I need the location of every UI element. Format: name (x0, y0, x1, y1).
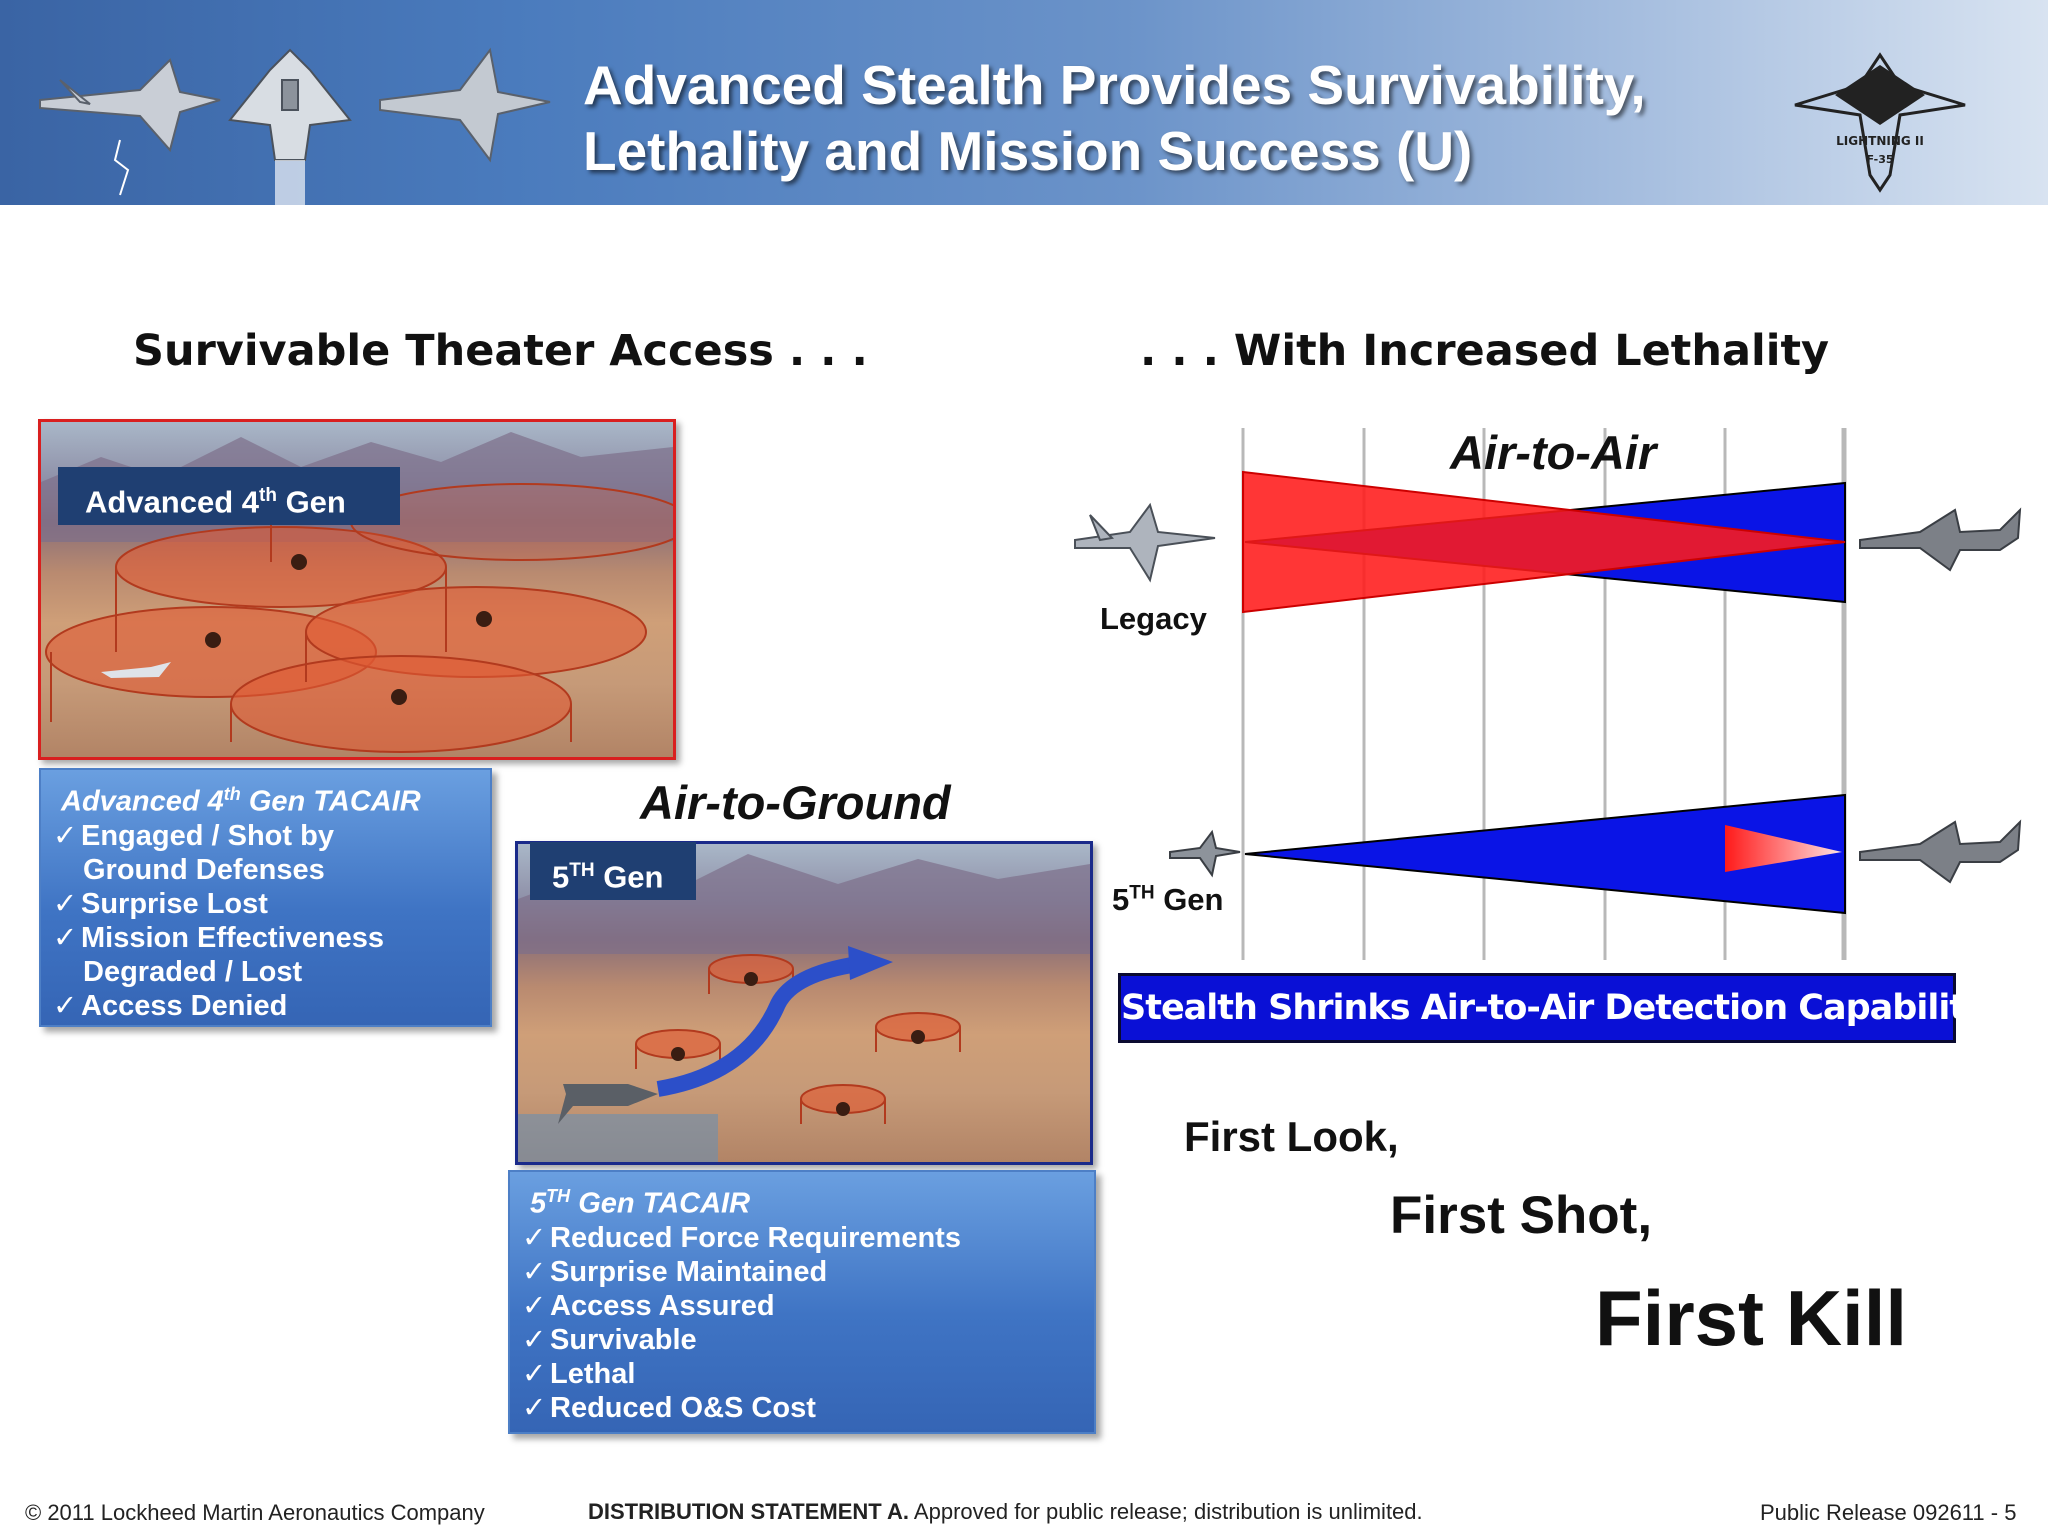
page-title (583, 52, 1733, 184)
first-shot-text: First Shot, (1390, 1186, 1653, 1245)
jet-formation-icon (20, 20, 560, 205)
checkmark-icon: ✓ (53, 989, 78, 1022)
list-item: ✓ Surprise Lost (53, 887, 268, 920)
checkmark-icon: ✓ (522, 1357, 547, 1390)
air-to-air-label: Air-to-Air (1450, 426, 1657, 479)
legacy-label: Legacy (1100, 601, 1207, 636)
page-title-line-1: Advanced Stealth Provides Survivability, (583, 54, 1646, 116)
list-item: ✓ Survivable (522, 1323, 697, 1356)
advanced-4th-gen-tacair-box (39, 768, 492, 1027)
list-item: ✓ Reduced Force Requirements (522, 1221, 961, 1254)
list-item: ✓ Reduced O&S Cost (522, 1391, 816, 1424)
footer-distribution-statement: DISTRIBUTION STATEMENT A. Approved for public release; distribution is unlimited. (588, 1499, 1423, 1524)
list-item: ✓ Lethal (522, 1357, 636, 1390)
checkmark-icon: ✓ (53, 921, 78, 954)
right-section-heading: . . . With Increased Lethality (1140, 326, 1830, 376)
checkmark-icon: ✓ (522, 1391, 547, 1424)
enemy-fighter-icon (1860, 822, 2020, 882)
logo-text-line-2: F-35 (1866, 153, 1894, 166)
checkmark-icon: ✓ (53, 887, 78, 920)
list-item: ✓ Mission Effectiveness Degraded / Lost (53, 921, 384, 988)
logo-text-line-1: LIGHTNING II (1836, 134, 1924, 148)
fifth-gen-label: 5TH Gen (1112, 882, 1224, 917)
enemy-fighter-icon (1860, 510, 2020, 570)
list-item: ✓ Access Denied (53, 989, 288, 1022)
first-look-text: First Look, (1184, 1113, 1399, 1160)
legacy-fighter-icon (1075, 505, 1215, 580)
footer-release-number: Public Release 092611 - 5 (1760, 1500, 2017, 1525)
air-to-ground-label: Air-to-Ground (640, 776, 951, 829)
first-kill-text: First Kill (1595, 1274, 1908, 1362)
list-item: ✓ Engaged / Shot by Ground Defenses (53, 819, 334, 886)
left-section-heading: Survivable Theater Access . . . (133, 326, 868, 376)
list-item: ✓ Surprise Maintained (522, 1255, 828, 1288)
lightning-ii-emblem-icon (1790, 45, 1970, 195)
advanced-4th-gen-tacair-title: Advanced 4th Gen TACAIR (61, 784, 421, 818)
fifth-gen-tacair-title: 5TH Gen TACAIR (530, 1186, 751, 1220)
fifth-gen-fighter-icon (1170, 832, 1240, 875)
stealth-caption-banner: Stealth Shrinks Air-to-Air Detection Capability (1118, 973, 1956, 1043)
fifth-gen-tacair-box (508, 1170, 1096, 1434)
checkmark-icon: ✓ (522, 1323, 547, 1356)
footer-copyright: © 2011 Lockheed Martin Aeronautics Company (25, 1500, 485, 1525)
checkmark-icon: ✓ (522, 1255, 547, 1288)
checkmark-icon: ✓ (522, 1221, 547, 1254)
fifth-gen-tag: 5TH Gen (530, 842, 696, 900)
checkmark-icon: ✓ (53, 819, 78, 852)
list-item: ✓ Access Assured (522, 1289, 775, 1322)
advanced-4th-gen-tag: Advanced 4th Gen (58, 467, 400, 525)
page-title-line-2: Lethality and Mission Success (U) (583, 120, 1473, 182)
checkmark-icon: ✓ (522, 1289, 547, 1322)
